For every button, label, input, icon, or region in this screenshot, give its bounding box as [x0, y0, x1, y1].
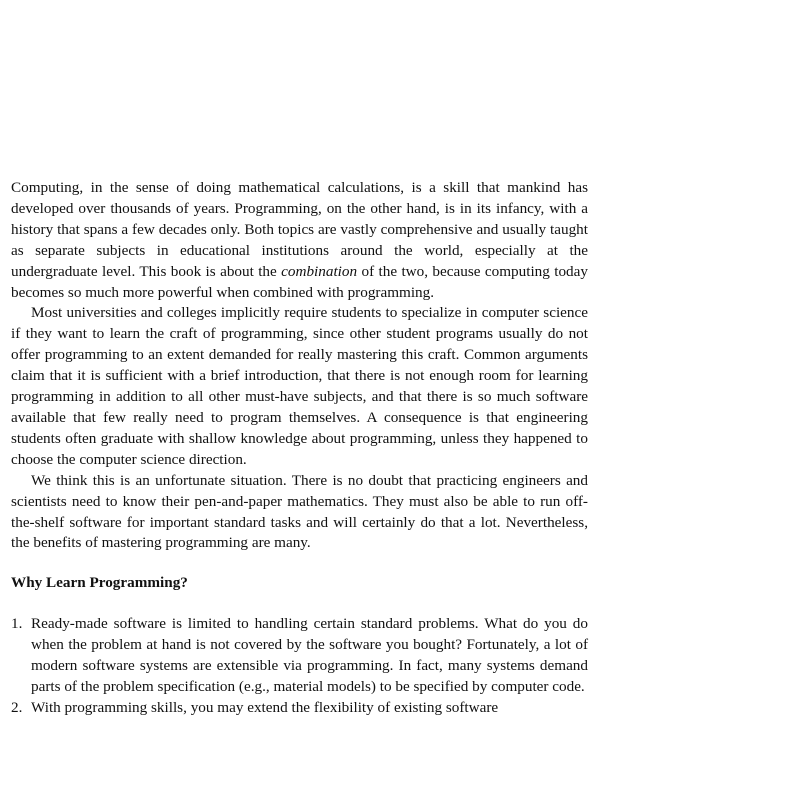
- list-item: [11, 698, 588, 719]
- paragraph-universities: Most universities and colleges implicitly require students to specialize in computer science if they want to learn the craft of programming, since other student programs usually do not offer programming to an extent demanded for really mastering this craft. Common arguments claim that it is sufficient with a brief introduction, that there is not enough room for learning programming in addition to all other must-have subjects, and that there is so much software available that few really need to program themselves. A consequence is that engineering students often graduate with shallow knowledge about programming, unless they happened to choose the computer science direction.: [11, 304, 588, 468]
- document-page: [11, 178, 588, 719]
- paragraph-intro: [11, 178, 588, 303]
- paragraph-intro-end: of the two, because computing today becomes so much more powerful when combined with programming.: [11, 262, 588, 301]
- list-item-number: 2.: [11, 698, 23, 716]
- paragraph-situation: We think this is an unfortunate situation. There is no doubt that practicing engineers and scientists need to know their pen-and-paper mathematics. They must also be able to run off-the-shelf software for important standard tasks and will certainly do that a lot. Nevertheless, the benefits of mastering programming are many.: [11, 471, 588, 552]
- list-item-text: With programming skills, you may extend the flexibility of existing software: [31, 698, 499, 716]
- paragraph-intro-emphasis: combination: [281, 262, 358, 280]
- section-heading: Why Learn Programming?: [11, 574, 188, 592]
- list-item: [11, 614, 588, 698]
- list-item-number: 1.: [11, 615, 23, 633]
- paragraph-intro-start: Computing, in the sense of doing mathematical calculations, is a skill that mankind has developed over thousands of years. Programming, on the other hand, is in its infancy, with a history that spans a few decades only. Both topics are vastly comprehensive and usually taught as separate subjects in educational institutions around the world, especially at the undergraduate level. This book is about the: [11, 179, 588, 280]
- list-item-text: Ready-made software is limited to handling certain standard problems. What do you do when the problem at hand is not covered by the software you bought? Fortunately, a lot of modern software systems are extensible via programming. In fact, many systems demand parts of the problem specification (e.g., material models) to be specified by computer code.: [31, 615, 588, 695]
- reasons-list: [11, 614, 588, 719]
